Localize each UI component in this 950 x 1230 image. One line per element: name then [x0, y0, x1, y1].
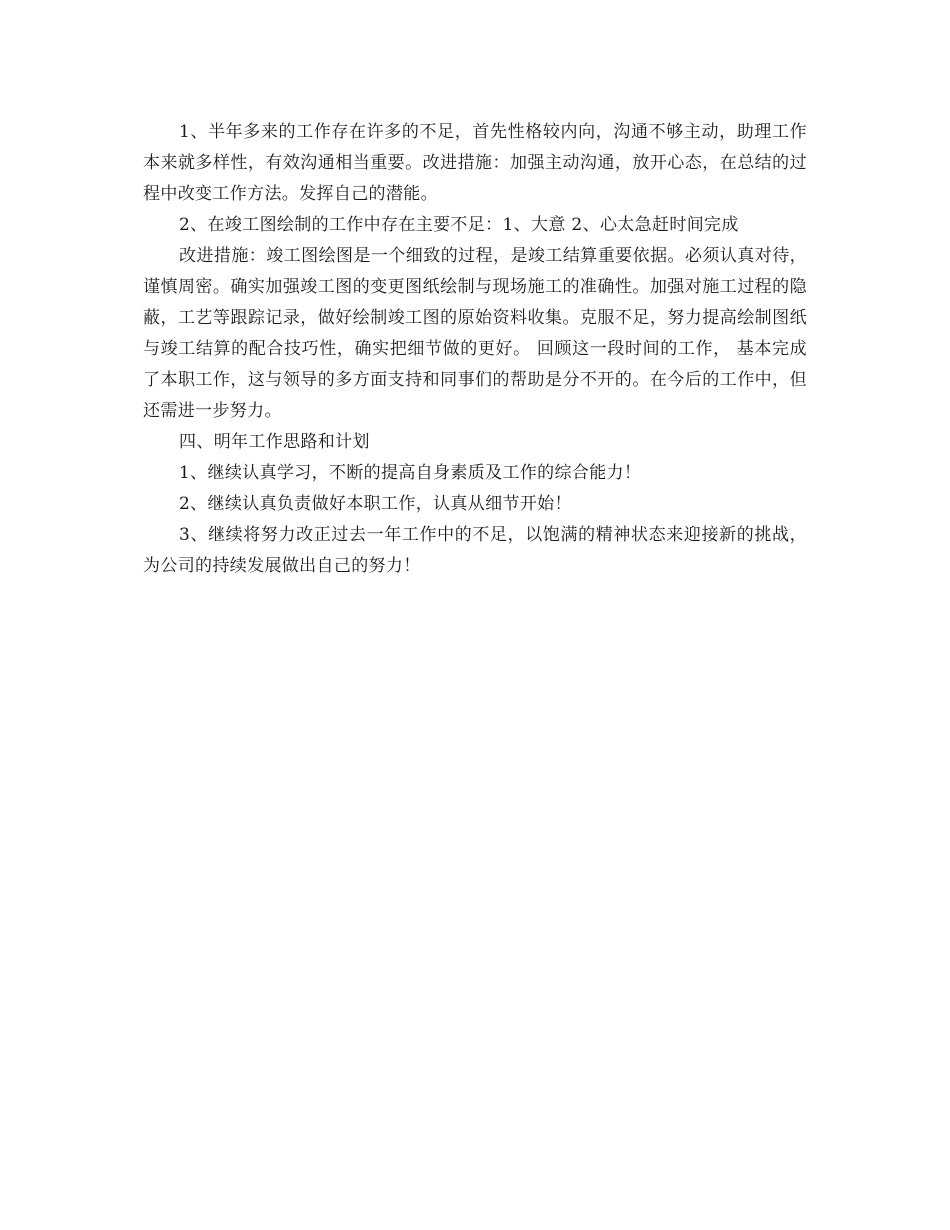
- section-heading-next-year-plan: 四、明年工作思路和计划: [179, 432, 370, 452]
- paragraph-shortcomings-drawing: 2、在竣工图绘制的工作中存在主要不足：1、大意 2、心太急赶时间完成: [179, 215, 739, 235]
- plan-item-2: 2、继续认真负责做好本职工作，认真从细节开始！: [179, 494, 572, 514]
- paragraph-improvement-measures: 改进措施：竣工图绘图是一个细致的过程，是竣工结算重要依据。必须认真对待，谨慎周密。确实加强竣工图的变更图纸绘制与现场施工的准确性。加强对施工过程的隐蔽，工艺等跟踪记录，做好绘制竣工图的原始资料收集。克服不足，努力提高绘制图纸与竣工结算的配合技巧性，确实把细节做的更好。 回顾这一段时间的工作， 基本完成了本职工作，这与领导的多方面支持和同事们的帮助是分不开的。在今后的工作中，但还需进一步努力。: [143, 246, 807, 421]
- plan-item-1: 1、继续认真学习，不断的提高自身素质及工作的综合能力！: [179, 463, 642, 483]
- document-body: [143, 117, 807, 582]
- plan-item-3: 3、继续将努力改正过去一年工作中的不足，以饱满的精神状态来迎接新的挑战，为公司的持续发展做出自己的努力！: [143, 525, 807, 576]
- paragraph-shortcomings-communication: 1、半年多来的工作存在许多的不足，首先性格较内向，沟通不够主动，助理工作本来就多样性，有效沟通相当重要。改进措施：加强主动沟通，放开心态，在总结的过程中改变工作方法。发挥自己的潜能。: [143, 122, 807, 204]
